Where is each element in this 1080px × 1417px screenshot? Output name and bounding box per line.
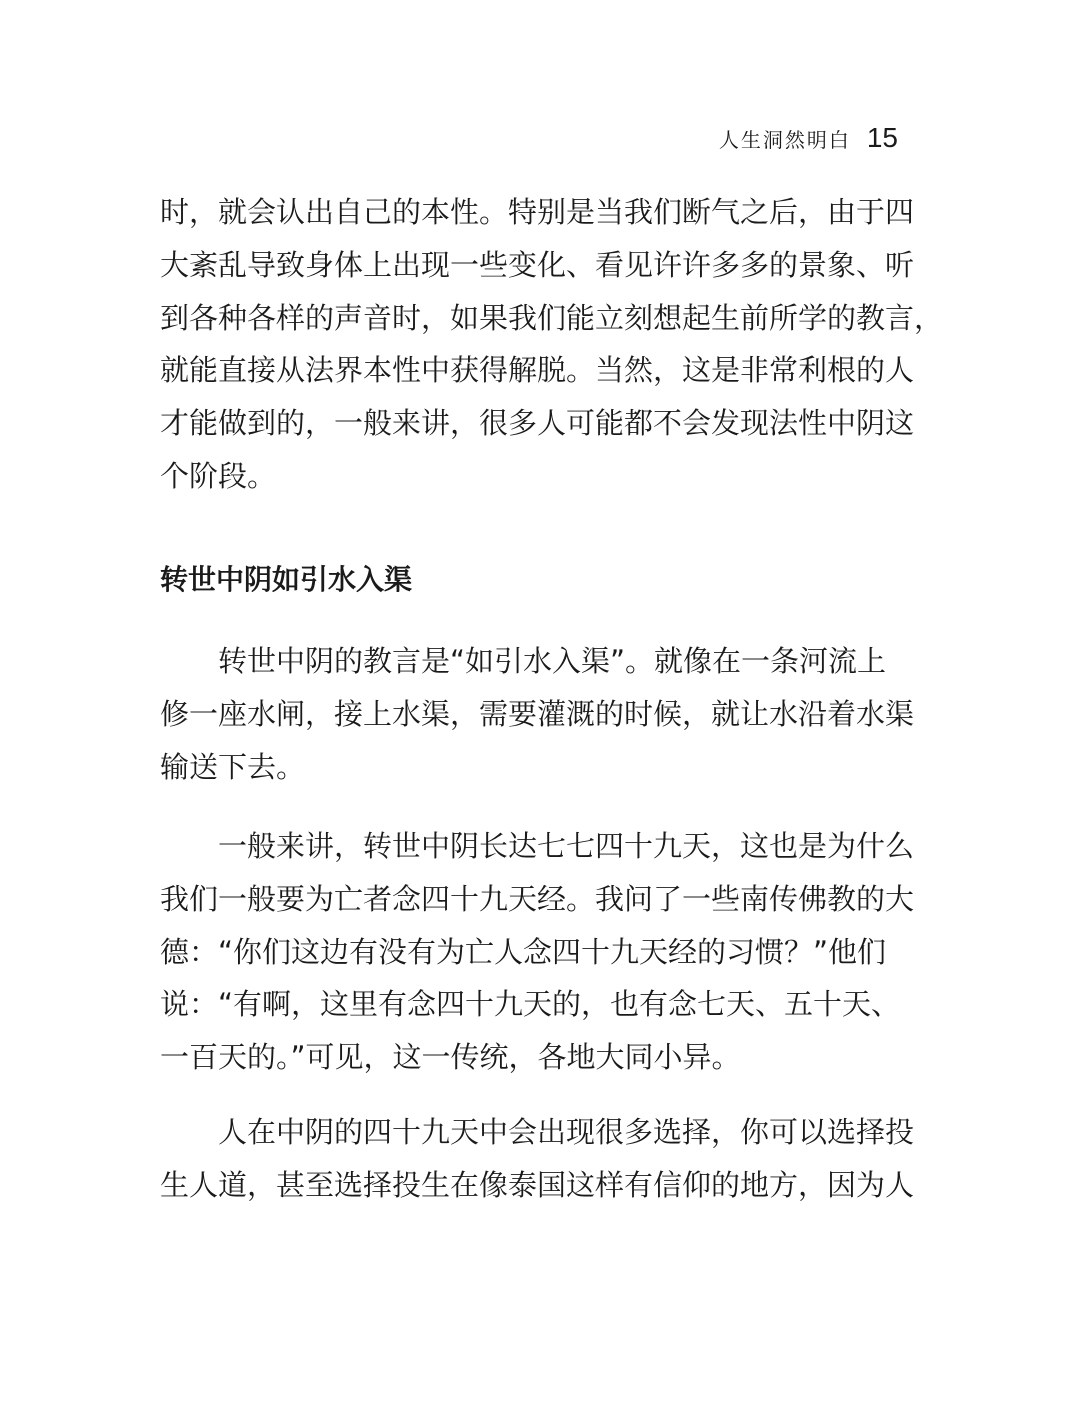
paragraph-line: 就能直接从法界本性中获得解脱。当然，这是非常利根的人 [160,353,915,388]
paragraph-line: 一般来讲，转世中阴长达七七四十九天，这也是为什么 [218,829,915,863]
paragraph-line: 我们一般要为亡者念四十九天经。我问了一些南传佛教的大 [160,881,915,916]
page-number: 15 [866,122,898,153]
paragraph-line: 德：“你们这边有没有为亡人念四十九天经的习惯？”他们 [160,934,887,969]
section-heading-block [160,560,900,600]
section-heading: 转世中阴如引水入渠 [160,563,413,596]
paragraph-2 [160,635,915,793]
paragraph-line: 转世中阴的教言是“如引水入渠”。就像在一条河流上 [218,644,887,678]
paragraph-line: 人在中阴的四十九天中会出现很多选择，你可以选择投 [218,1115,915,1149]
paragraph-line: 说：“有啊，这里有念四十九天的，也有念七天、五十天、 [160,987,901,1022]
running-header [719,122,898,154]
paragraph-line: 时，就会认出自己的本性。特别是当我们断气之后，由于四 [160,195,915,229]
book-title: 人生洞然明白 [718,128,851,152]
paragraph-3 [160,820,915,1084]
paragraph-line: 大紊乱导致身体上出现一些变化、看见许许多多的景象、听 [160,247,915,282]
paragraph-line: 输送下去。 [160,749,306,784]
paragraph-line: 到各种各样的声音时，如果我们能立刻想起生前所学的教言， [160,300,944,335]
paragraph-4 [160,1106,915,1212]
paragraph-line: 修一座水闸，接上水渠，需要灌溉的时候，就让水沿着水渠 [160,696,915,731]
paragraph-line: 才能做到的，一般来讲，很多人可能都不会发现法性中阴这 [160,406,915,441]
paragraph-1 [160,186,944,503]
paragraph-line: 一百天的。”可见，这一传统，各地大同小异。 [160,1040,741,1075]
paragraph-line: 生人道，甚至选择投生在像泰国这样有信仰的地方，因为人 [160,1167,915,1202]
paragraph-line: 个阶段。 [160,458,277,493]
